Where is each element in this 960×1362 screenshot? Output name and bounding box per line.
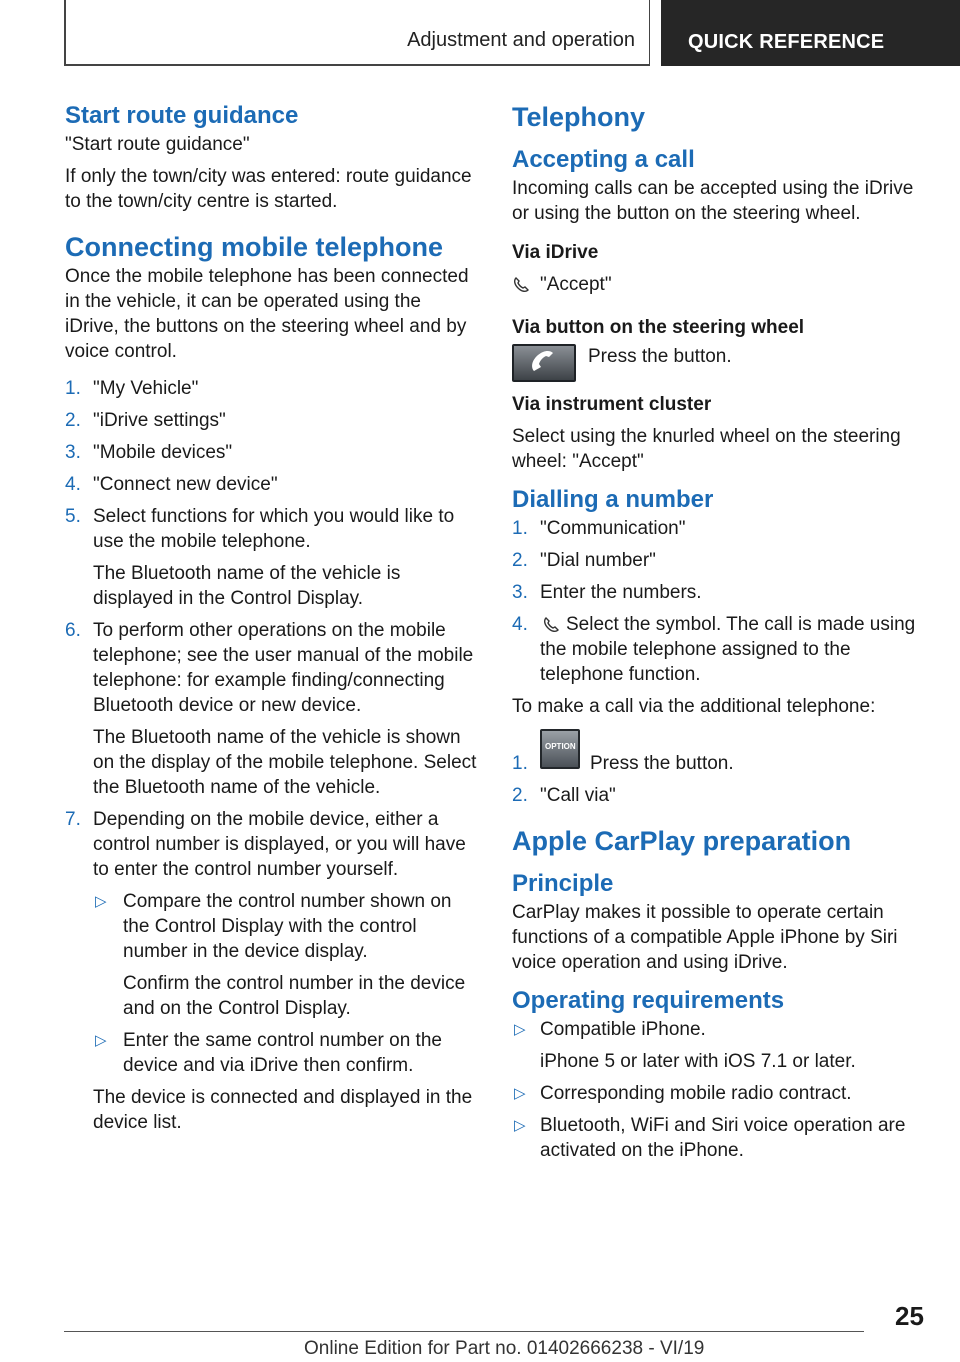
heading-principle: Principle xyxy=(512,870,614,897)
step-text: Select the symbol. The call is made using the mobile telephone assigned to the telephone function. xyxy=(540,614,916,685)
dial-steps-list xyxy=(512,516,927,687)
step-number: 7. xyxy=(65,809,81,830)
bullet-text: Bluetooth, WiFi and Siri voice operation are activated on the iPhone. xyxy=(540,1115,906,1161)
step-number: 1. xyxy=(512,518,528,539)
step-number: 2. xyxy=(512,785,528,806)
paragraph: Select using the knurled wheel on the steering wheel: "Accept" xyxy=(512,426,901,472)
heading-apple-carplay-preparation: Apple CarPlay preparation xyxy=(512,826,852,856)
step-number: 3. xyxy=(65,442,81,463)
triangle-bullet-icon: ▷ xyxy=(95,1032,107,1049)
step-subtext: The Bluetooth name of the vehicle is shown on the display of the mobile telephone. Select the Bluetooth name of the vehicle. xyxy=(93,727,477,798)
bullet-item xyxy=(512,1081,927,1106)
heading-via-button: Via button on the steering wheel xyxy=(512,317,805,338)
paragraph: CarPlay makes it possible to operate certain functions of a compatible Apple iPhone by Siri voice operation and using iDrive. xyxy=(512,902,898,973)
bullet-text: Compatible iPhone. xyxy=(540,1019,706,1040)
paragraph: If only the town/city was entered: route guidance to the town/city centre is started. xyxy=(65,166,472,212)
requirements-list xyxy=(512,1017,927,1163)
header-section-title: Adjustment and operation xyxy=(407,29,635,51)
list-item xyxy=(512,612,927,687)
paragraph: Incoming calls can be accepted using the iDrive or using the button on the steering wheel. xyxy=(512,178,914,224)
paragraph: "Start route guidance" xyxy=(65,134,250,155)
bullet-text: Compare the control number shown on the Control Display with the control number in the device display. xyxy=(123,891,452,962)
step-text: "Communication" xyxy=(540,518,686,539)
list-item xyxy=(512,516,927,541)
accept-line xyxy=(512,272,927,297)
footer-edition: Online Edition for Part no. 01402666238 - VI/19 xyxy=(304,1338,705,1359)
heading-via-idrive: Via iDrive xyxy=(512,242,599,263)
list-item xyxy=(65,472,480,497)
step-number: 4. xyxy=(512,614,528,635)
button-line xyxy=(512,344,927,382)
list-item xyxy=(65,376,480,401)
step-text: "iDrive settings" xyxy=(93,410,226,431)
heading-operating-requirements: Operating requirements xyxy=(512,987,785,1014)
step-text: "My Vehicle" xyxy=(93,378,199,399)
heading-accepting-a-call: Accepting a call xyxy=(512,146,695,173)
bullet-text: Corresponding mobile radio contract. xyxy=(540,1083,852,1104)
phone-icon xyxy=(542,616,560,634)
connect-steps-list xyxy=(65,376,480,1135)
left-column xyxy=(65,100,480,1142)
list-item xyxy=(512,783,927,808)
list-item xyxy=(65,408,480,433)
footer-divider xyxy=(64,1331,864,1332)
additional-steps-list xyxy=(512,729,927,808)
heading-connecting-mobile-telephone: Connecting mobile telephone xyxy=(65,232,444,262)
press-button-text: Press the button. xyxy=(588,346,732,367)
step-number: 6. xyxy=(65,620,81,641)
paragraph: Once the mobile telephone has been connected in the vehicle, it can be operated using the iDrive, the buttons on the steering wheel and by voice control. xyxy=(65,266,469,362)
heading-dialling-a-number: Dialling a number xyxy=(512,486,714,513)
list-item xyxy=(65,807,480,1135)
step-text: Depending on the mobile device, either a control number is displayed, or you will have to enter the control number yourself. xyxy=(93,809,466,880)
step-text: Press the button. xyxy=(590,753,734,774)
paragraph: To make a call via the additional telephone: xyxy=(512,696,876,717)
list-item xyxy=(512,548,927,573)
step-text: "Dial number" xyxy=(540,550,656,571)
step-number: 2. xyxy=(512,550,528,571)
phone-icon xyxy=(512,276,530,294)
bullet-item xyxy=(512,1017,927,1074)
header-chapter-title: QUICK REFERENCE xyxy=(688,31,885,53)
bullet-text: Enter the same control number on the device and via iDrive then confirm. xyxy=(123,1030,442,1076)
step-number: 2. xyxy=(65,410,81,431)
bullet-subtext: iPhone 5 or later with iOS 7.1 or later. xyxy=(540,1051,856,1072)
list-item xyxy=(65,618,480,800)
bullet-subtext: Confirm the control number in the device and on the Control Display. xyxy=(123,973,466,1019)
step-number: 1. xyxy=(65,378,81,399)
triangle-bullet-icon: ▷ xyxy=(514,1085,526,1102)
option-button-icon: OPTION xyxy=(540,729,580,769)
bullet-list xyxy=(93,889,480,1078)
accept-label: "Accept" xyxy=(540,274,612,295)
step-text: "Call via" xyxy=(540,785,616,806)
bullet-item xyxy=(93,889,480,1021)
header-chapter-box xyxy=(661,0,960,66)
page-number: 25 xyxy=(895,1301,924,1331)
header-section-box xyxy=(64,0,650,66)
list-item xyxy=(65,440,480,465)
step-text: To perform other operations on the mobile telephone; see the user manual of the mobile telephone: for example finding/connecting Bluetooth device or new device. xyxy=(93,620,474,716)
triangle-bullet-icon: ▷ xyxy=(514,1021,526,1038)
list-item xyxy=(512,729,927,776)
step-text: "Mobile devices" xyxy=(93,442,233,463)
triangle-bullet-icon: ▷ xyxy=(514,1117,526,1134)
bullet-item xyxy=(512,1113,927,1163)
triangle-bullet-icon: ▷ xyxy=(95,893,107,910)
step-text: Enter the numbers. xyxy=(540,582,702,603)
heading-telephony: Telephony xyxy=(512,102,646,132)
step-number: 5. xyxy=(65,506,81,527)
list-item xyxy=(65,504,480,611)
step-subtext: The Bluetooth name of the vehicle is displayed in the Control Display. xyxy=(93,563,401,609)
right-column xyxy=(512,100,927,1170)
steering-phone-button-icon xyxy=(512,344,576,382)
step-number: 4. xyxy=(65,474,81,495)
step-number: 3. xyxy=(512,582,528,603)
bullet-item xyxy=(93,1028,480,1078)
heading-start-route-guidance: Start route guidance xyxy=(65,102,299,129)
step-text: Select functions for which you would like to use the mobile telephone. xyxy=(93,506,455,552)
list-item xyxy=(512,580,927,605)
step-subtext: The device is connected and displayed in the device list. xyxy=(93,1087,473,1133)
heading-via-instrument-cluster: Via instrument cluster xyxy=(512,394,712,415)
step-number: 1. xyxy=(512,753,528,774)
step-text: "Connect new device" xyxy=(93,474,278,495)
